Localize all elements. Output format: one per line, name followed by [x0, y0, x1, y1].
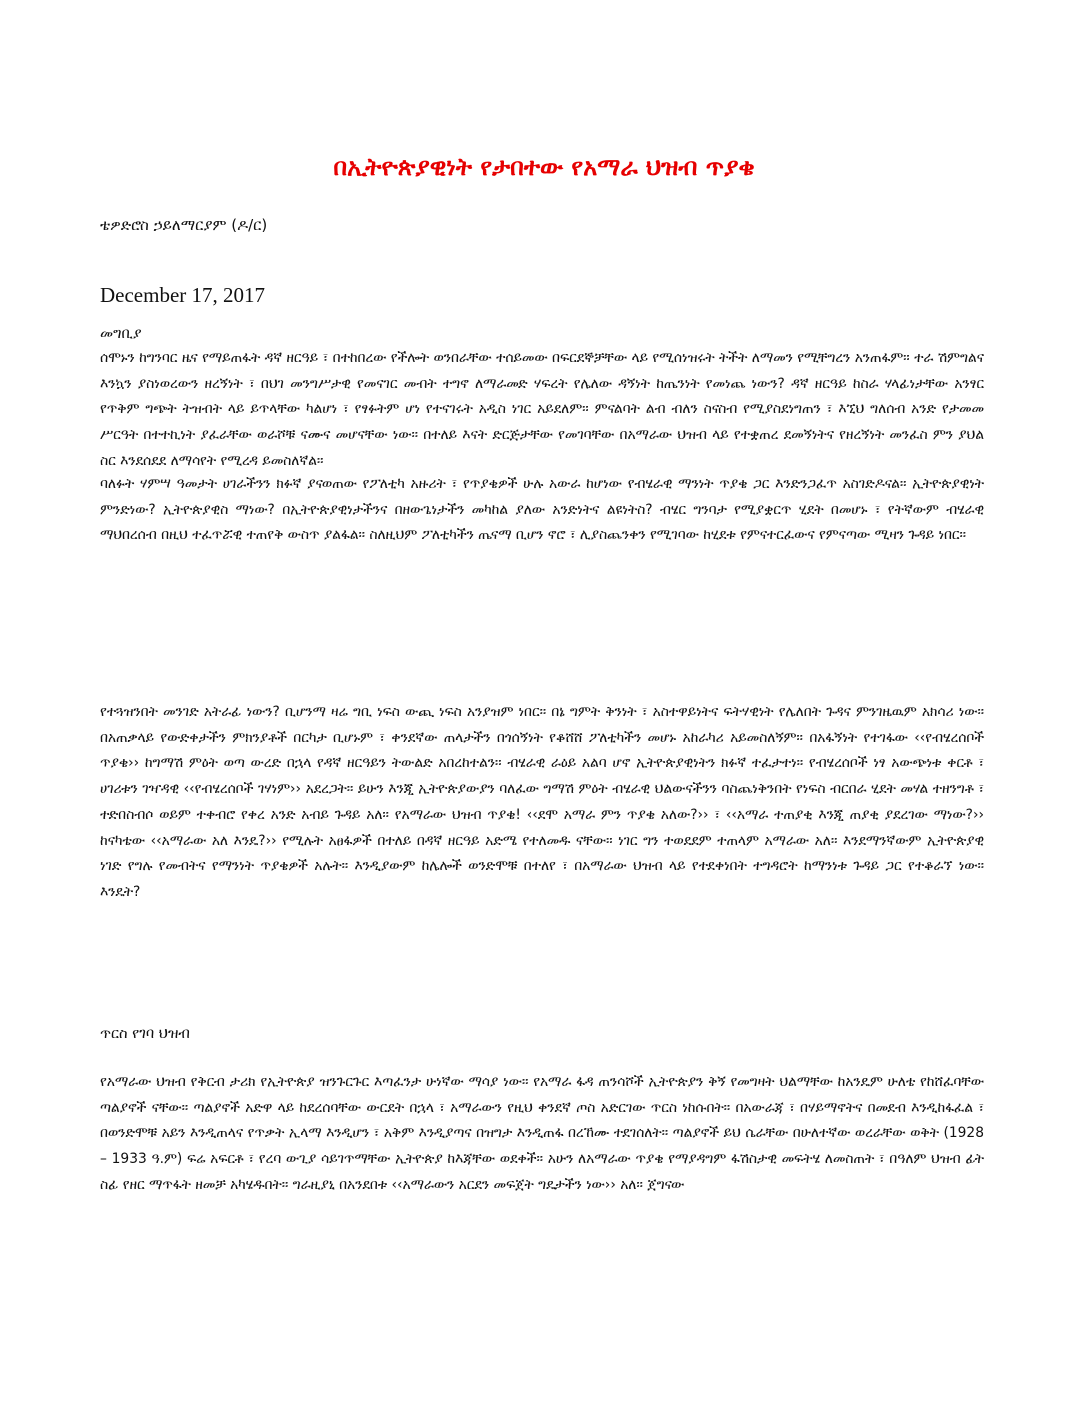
- section-heading: ጥርስ የገባ ህዝብ: [100, 1026, 190, 1042]
- paragraph: ባለፉት ሃምሣ ዓመታት ሀገራችንን ክፉኛ ያናወጠው የፖለቲካ አዙሪት ፣ የጥያቄዎች ሁሉ አውራ ከሆነው የብሄራዊ ማንነት ጥያቄ ጋር እንድንጋፈጥ አስገድዶናል፡፡ ኢትዮጵያዊነት ምንድነው? ኢትዮጵያዊስ ማነው? በኢትዮጵያዊነታችንና በዘውጌነታችን መካከል ያለው አንድነትና ልዩነትስ? ብሄር ግንባታ የሚያቋርጥ ሂደት በመሆኑ ፣ የትኛውም ብሄራዊ ማህበረሰብ በዚህ ተፈጥሯዊ ተጠየቅ ውስጥ ያልፋል፡፡ ስለዚህም ፖለቲካችን ጤናማ ቢሆን ኖሮ ፣ ሊያስጨንቀን የሚገባው ከሂደቱ የምናተርፈውና የምናጣው ሚዛን ጉዳይ ነበር፡፡: [100, 476, 984, 544]
- paragraph: የተጓዝንበት መንገድ አትራፊ ነውን? ቢሆንማ ዛሬ ግቢ ነፍስ ውጪ ነፍስ አንያዝም ነበር፡፡ በኔ ግምት ቅንነት ፣ አስተዋይነትና ፍትሃዊነት የሌለበት ጉዳና ምንገዜዉም አክሳሪ ነው፡፡ በአጠቃላይ የውድቀታችን ምክንያቶች በርካታ ቢሆኑም ፣ ቀንደኛው ጠላታችን በጎሰኝነት የቆሸሸ ፖለቲካችን መሆኑ አከራካሪ አይመስለኝም፡፡ በአፋኝነት የተገፋው ‹‹የብሄረሰቦች ጥያቄ›› ከግማሽ ምዕት ወጣ ውረድ በኋላ የዳኛ ዘርዓይን ትውልድ አበረከተልን፡፡ ብሄራዊ ራዕይ አልባ ሆኖ ኢትዮጵያዊነትን ክፉኛ ተፈታተነ፡፡ የብሄረሰቦች ነፃ አውጭነቱ ቀርቶ ፣ ሀገሪቱን ገዣዳዊ ‹‹የብሄረሰቦች ገሃነም›› አደረጋት፡፡ ይሁን እንጂ ኢትዮጵያውያን ባለፈው ግማሽ ምዕት ብሄራዊ ህልውናችንን ባስጨነቅንበት የነፍስ ብርበራ ሂደት መሃል ተዘንግቶ ፣ ተድበስብሶ ወይም ተቀብሮ የቀረ አንድ አብይ ጉዳይ አለ፡፡ የአማራው ህዝብ ጥያቄ! ‹‹ደሞ አማራ ምን ጥያቄ አለው?›› ፣ ‹‹አማራ ተጠያቂ እንጂ ጠያቂ ያደረገው ማነው?›› ከናካቴው ‹‹አማራው አለ እንዴ?›› የሚሉት አፀፋዎች በተለይ በዳኛ ዘርዓይ አድሜ የተለመዱ ናቸው፡፡ ነገር ግን ተወደደም ተጠላም አማራው አለ፡፡ እንደማንኛውም ኢትዮጵያዊ ነገድ የግሉ የመብትና የማንነት ጥያቄዎች አሉት፡፡ እንዲያውም ከሌሎች ወንድሞቹ በተለየ ፣ በአማራው ህዝብ ላይ የተደቀነበት ተግዳሮት ከማንነቱ ጉዳይ ጋር የተቆራኘ ነው፡፡ እንዴት?: [100, 704, 984, 900]
- paragraph: የአማራው ህዝብ የቅርብ ታሪክ የኢትዮጵያ ዝንጉርጉር እጣፈንታ ሁነኛው ማሳያ ነው፡፡ የአማራ ፋዳ ጠንሳሾች ኢትዮጵያን ቅኝ የመግዛት ህልማቸው ከአንዴም ሁለቴ የከሸፈባቸው ጣልያኖች ናቸው፡፡ ጣልያኖች አድዋ ላይ ከደረሰባቸው ውርደት በኋላ ፣ አማራውን የዚህ ቀንደኛ ጦስ አድርገው ጥርስ ነከሱበት፡፡ በአውራጃ ፣ በሃይማኖትና በመደብ እንዲከፋፈል ፣ በወንድሞቹ አይን እንዲጠላና የጥቃት ኢላማ እንዲሆን ፣ አቅም እንዲያጣና በዝግታ እንዲጠፋ በረኸሙ ተደገሰለት፡፡ ጣልያኖች ይህ ሴራቸው በሁለተኛው ወረራቸው ወቅት (1928 – 1933 ዓ.ም) ፍሬ አፍርቶ ፣ የረባ ውጊያ ሳይገጥማቸው ኢትዮጵያ ከእጃቸው ወደቀች፡፡ አሁን ለአማራው ጥያቄ የማያዳግም ፋሽስታዊ መፍትሄ ለመስጠት ፣ በዓለም ህዝብ ፊት ስፊ የዘር ማጥፋት ዘመቻ አካሄዱበት፡፡ ግራዚያኒ በአንደበቱ ‹‹አማራውን አርደን መፍጀት ግዴታችን ነው›› አለ፡፡ ጀግናው: [100, 1074, 984, 1193]
- intro-heading: መግቢያ: [100, 326, 142, 342]
- document-title: በኢትዮጵያዊነት የታበተው የአማራ ህዝብ ጥያቄ: [333, 153, 755, 181]
- author-line: ቴዎድሮስ ኃይለማርያም (ዶ/ር): [100, 216, 268, 234]
- paragraph: ሰሞኑን ከግንባር ዜና የማይጠፋት ዳኛ ዘርዓይ ፣ በተከበረው የችሎት ወንበራቸው ተሰይመው በፍርደኞቻቸው ላይ የሚሰነዝሩት ትችት ለማመን የሚቸግረን አንጠፋም፡፡ ተራ ሽምግልና እንኳን ያስነወረውን ዘረኝነት ፣ በህገ መንግሥታዊ የመናገር መብት ተግኖ ለማራመድ ሃፍረት የሌለው ዳኝነት ከጤንነት የመነጨ ነውን? ዳኛ ዘርዓይ ከስራ ሃላፊነታቸው አንፃር የጥቅም ግጭት ትዝብት ላይ ይጥላቸው ካልሆነ ፣ የፃፉትም ሆነ የተናገሩት አዲስ ነገር አይደለም፡፡ ምናልባት ልብ ብለን ስናስብ የሚያስደነግጠን ፣ እኚህ ግለሰብ አንድ የታመመ ሥርዓት በተተኪነት ያፈራቸው ወራሾቹ ናሙና መሆናቸው ነው፡፡ በተለይ እናት ድርጅታቸው የመገባቸው በአማራው ህዝብ ላይ የተቋጠረ ደመኝነትና የዘረኝነት መንፈስ ምን ያህል ስር እንደሰደደ ለማሳየት የሚረዳ ይመስለኛል፡፡: [100, 350, 984, 469]
- document-date: December 17, 2017: [100, 283, 266, 307]
